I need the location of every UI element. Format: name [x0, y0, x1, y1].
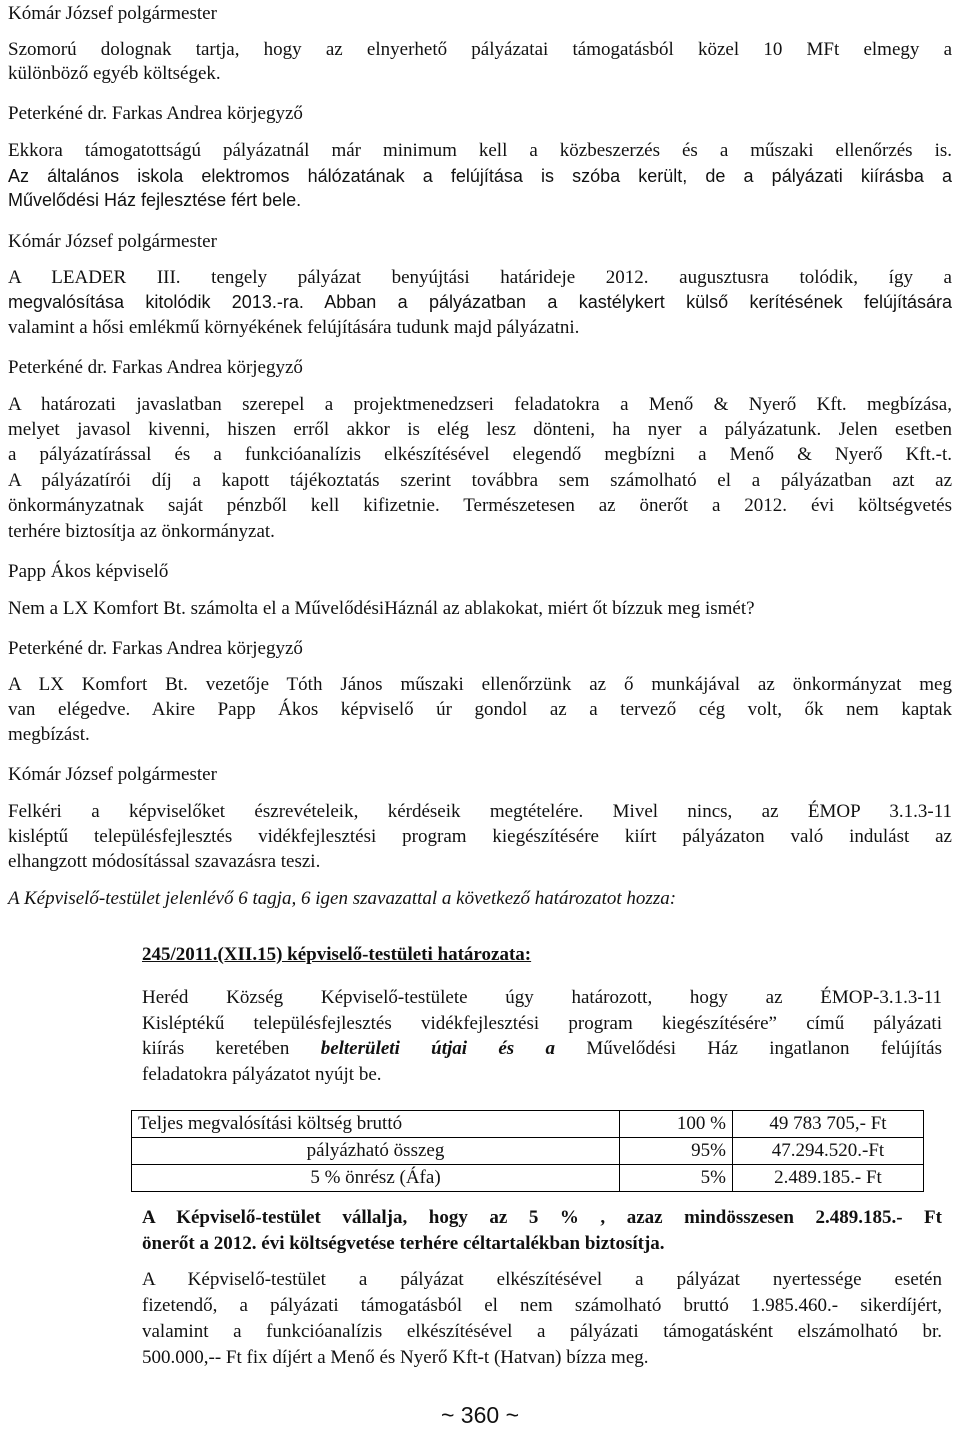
cost-percent: 100 %: [620, 1111, 733, 1138]
speaker-kommar-2: Kómár József polgármester: [8, 231, 217, 252]
text-line: Ekkora támogatottságú pályázatnál már minimum kell a közbeszerzés és a műszaki ellenőrzés is.: [8, 140, 952, 161]
cost-amount: 2.489.185.- Ft: [733, 1165, 924, 1192]
text-line: önkormányzatnak saját pénzből kell kifizetnie. Természetesen az önerőt a 2012. évi költségvetés: [8, 495, 952, 516]
speaker-peterkene-1: Peterkéné dr. Farkas Andrea körjegyző: [8, 103, 303, 124]
text-line: terhére biztosítja az önkormányzat.: [8, 521, 275, 542]
cost-label: pályázható összeg: [132, 1138, 620, 1165]
final-text-line: valamint a funkcióanalízis elkészítésével a pályázati támogatásként elszámolható br.: [142, 1321, 942, 1342]
resolution-text-line: kiírás keretében belterületi útjai és a Művelődési Ház ingatlanon felújítás: [142, 1038, 942, 1059]
text-line: A határozati javaslatban szerepel a projektmenedzseri feladatokra a Menő & Nyerő Kft. megbízása,: [8, 394, 952, 415]
text-line: Az általános iskola elektromos hálózatának a felújítása is szóba került, de a pályázati kiírásba a: [8, 166, 952, 186]
speaker-kommar-3: Kómár József polgármester: [8, 764, 217, 785]
text-line: Nem a LX Komfort Bt. számolta el a MűvelődésiHáznál az ablakokat, miért őt bízzuk meg ismét?: [8, 598, 755, 619]
text-line: elhangzott módosítással szavazásra teszi.: [8, 851, 321, 872]
commitment-line: önerőt a 2012. évi költségvetése terhére céltartalékban biztosítja.: [142, 1233, 665, 1254]
speaker-peterkene-3: Peterkéné dr. Farkas Andrea körjegyző: [8, 638, 303, 659]
cost-percent: 95%: [620, 1138, 733, 1165]
text-line: melyet javasol kivenni, hiszen erről akkor is elég lesz dönteni, ha nyer a pályázatunk. Jelen esetben: [8, 419, 952, 440]
vote-line: A Képviselő-testület jelenlévő 6 tagja, 6 igen szavazattal a következő határozatot hozza:: [8, 888, 677, 909]
table-row: [132, 1138, 924, 1165]
cost-label: 5 % önrész (Áfa): [132, 1165, 620, 1192]
text-line: megvalósítása kitolódik 2013.-ra. Abban a pályázatban a kastélykert külső kerítésének felújítására: [8, 292, 952, 312]
text-line: Szomorú dolognak tartja, hogy az elnyerhető pályázatai támogatásból közel 10 MFt elmegy a: [8, 39, 952, 60]
cost-amount: 47.294.520.-Ft: [733, 1138, 924, 1165]
cost-amount: 49 783 705,- Ft: [733, 1111, 924, 1138]
text-line: A pályázatírói díj a kapott tájékoztatás szerint továbbra sem számolható el a pályázatban azt az: [8, 470, 952, 491]
final-text-line: fizetendő, a pályázati támogatásból el nem számolható bruttó 1.985.460.- sikerdíjért,: [142, 1295, 942, 1316]
text-line: Művelődési Ház fejlesztése fért bele.: [8, 190, 302, 210]
table-row: [132, 1111, 924, 1138]
text-line: megbízást.: [8, 724, 90, 745]
speaker-papp: Papp Ákos képviselő: [8, 561, 169, 582]
final-text-line: 500.000,-- Ft fix díjért a Menő és Nyerő Kft-t (Hatvan) bízza meg.: [142, 1347, 649, 1368]
text-line: különböző egyéb költségek.: [8, 63, 221, 84]
text-line: A LX Komfort Bt. vezetője Tóth János műszaki ellenőrzünk az ő munkájával az önkormányzat meg: [8, 674, 952, 695]
final-text-line: A Képviselő-testület a pályázat elkészítésével a pályázat nyertessége esetén: [142, 1269, 942, 1290]
resolution-text-line: Heréd Község Képviselő-testülete úgy határozott, hogy az ÉMOP-3.1.3-11: [142, 987, 942, 1008]
resolution-text-line: Kisléptékű településfejlesztés vidékfejlesztési program kiegészítésére” című pályázati: [142, 1013, 942, 1034]
text-line: valamint a hősi emlékmű környékének felújítására tudunk majd pályázatni.: [8, 317, 580, 338]
text-line: A LEADER III. tengely pályázat benyújtási határideje 2012. augusztusra tolódik, így a: [8, 267, 952, 288]
page-number: ~ 360 ~: [440, 1402, 520, 1428]
text-line: Felkéri a képviselőket észrevételeik, kérdéseik megtételére. Mivel nincs, az ÉMOP 3.1.3-11: [8, 801, 952, 822]
cost-percent: 5%: [620, 1165, 733, 1192]
cost-table: [131, 1110, 924, 1192]
text-line: kisléptű településfejlesztés vidékfejlesztési program kiegészítésére kiírt pályázaton való indulást az: [8, 826, 952, 847]
cost-label: Teljes megvalósítási költség bruttó: [132, 1111, 620, 1138]
resolution-text-line: feladatokra pályázatot nyújt be.: [142, 1064, 382, 1085]
speaker-peterkene-2: Peterkéné dr. Farkas Andrea körjegyző: [8, 357, 303, 378]
text-line: a pályázatírással és a funkcióanalízis elkészítésével elegendő megbízni a Menő & Nyerő Kft.-t.: [8, 444, 952, 465]
resolution-heading: 245/2011.(XII.15) képviselő-testületi határozata:: [142, 944, 532, 965]
text-line: van elégedve. Akire Papp Ákos képviselő úr gondol az a tervező cég volt, ők nem kaptak: [8, 699, 952, 720]
table-row: [132, 1165, 924, 1192]
speaker-kommar-1: Kómár József polgármester: [8, 3, 217, 24]
commitment-line: A Képviselő-testület vállalja, hogy az 5 % , azaz mindösszesen 2.489.185.- Ft: [142, 1207, 942, 1228]
